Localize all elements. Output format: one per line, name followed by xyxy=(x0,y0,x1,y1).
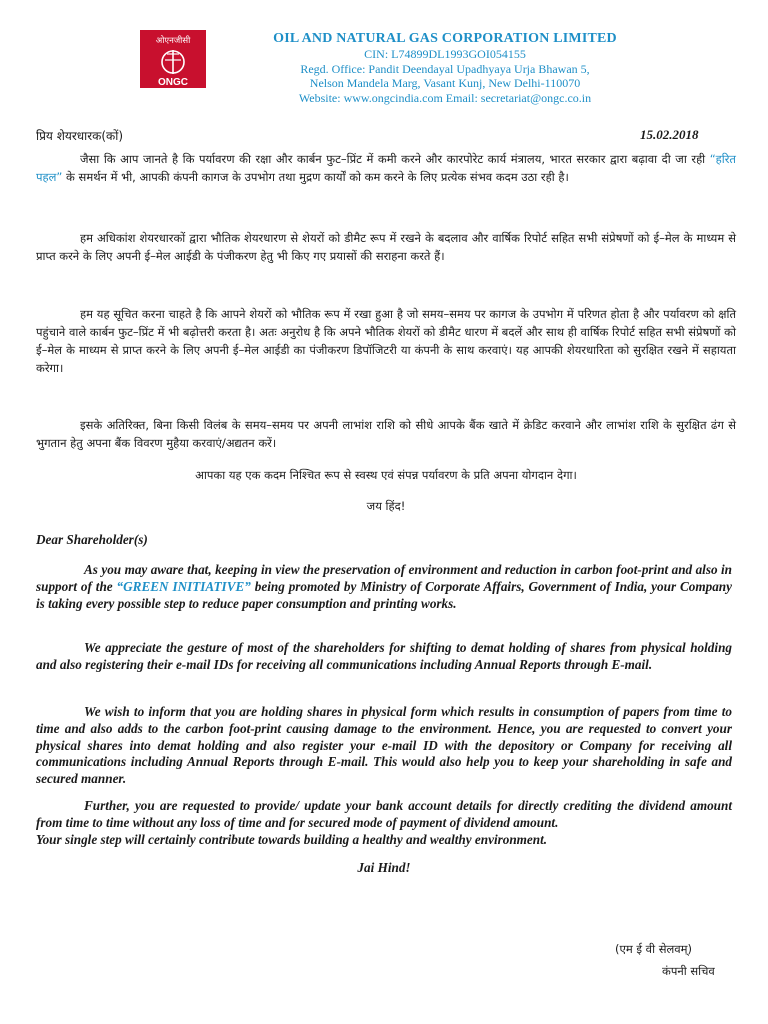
english-paragraph-2: We appreciate the gesture of most of the shareholders for shifting to demat holding of shares from physical holding and also registering their e-mail IDs for receiving all communications including Annual Reports through E-mail. xyxy=(36,640,732,672)
hindi-salutation: प्रिय शेयरधारक(कों) xyxy=(36,129,124,143)
signatory-title: कंपनी सचिव xyxy=(662,964,715,978)
contact-line: Website: www.ongcindia.com Email: secretariat@ongc.co.in xyxy=(298,90,592,105)
green-initiative: “GREEN INITIATIVE” xyxy=(116,578,251,594)
ongc-logo xyxy=(140,30,206,88)
english-paragraph-1: As you may aware that, keeping in view the preservation of environment and reduction in carbon foot-print and also in support of the “GREEN INITIATIVE” being promoted by Ministry of Corporate Affairs, Government of India, your Company is taking every possible step to reduce paper consumption and printing works. xyxy=(36,562,732,611)
hindi-green-initiative: “हरित पहल” xyxy=(36,152,736,184)
hindi-paragraph-4: इसके अतिरिक्त, बिना किसी विलंब के समय–समय पर अपनी लाभांश राशि को सीधे आपके बैंक खाते में क्रेडिट करवाने और लाभांश राशि के सुरक्षित ढंग से भुगतान हेतु अपना बैंक विवरण मुहैया करवाएं/अद्यतन करें। xyxy=(36,418,736,450)
svg-text:ONGC: ONGC xyxy=(158,77,188,88)
svg-text:ओएनजीसी: ओएनजीसी xyxy=(155,36,191,46)
english-salutation: Dear Shareholder(s) xyxy=(36,532,148,547)
address-line-1: Regd. Office: Pandit Deendayal Upadhyaya Urja Bhawan 5, xyxy=(300,61,590,76)
hindi-paragraph-3: हम यह सूचित करना चाहते है कि आपने शेयरों को भौतिक रूप में रखा हुआ है जो समय–समय पर कागज के उपभोग में परिणत होता है और पर्यावरण को क्षति पहुंचाने वाले कार्बन फुट–प्रिंट में भी बढ़ोत्तरी करता है। अतः अनुरोध है कि अपने भौतिक शेयरों को डीमैट धारण में बदलें और साथ ही वार्षिक रिपोर्ट सहित सभी संप्रेषणों को ई–मेल के माध्यम से प्राप्त करने के लिए अपनी ई–मेल आईडी का पंजीकरण डिपॉजिटरी या कंपनी के साथ करवाएं। यह आपकी शेयरधारिता को सुरक्षित रखने में सहायता करेगा। xyxy=(36,307,736,375)
hindi-paragraph-2: हम अधिकांश शेयरधारकों द्वारा भौतिक शेयरधारण से शेयरों को डीमैट रूप में रखने के बदलाव और वार्षिक रिपोर्ट सहित सभी संप्रेषणों को ई–मेल के माध्यम से प्राप्त करने के लिए अपनी ई–मेल आईडी के पंजीकरण हेतु भी किए गए प्रयासों की सराहना करते हैं। xyxy=(36,231,736,263)
address-line-2: Nelson Mandela Marg, Vasant Kunj, New Delhi-110070 xyxy=(309,76,581,91)
letterhead xyxy=(200,30,690,105)
signatory-name: (एम ई वी सेलवम्) xyxy=(615,942,693,956)
ongc-emblem-icon xyxy=(140,30,206,88)
english-paragraph-3: We wish to inform that you are holding shares in physical form which results in consumption of papers from time to time and also adds to the carbon foot-print causing damage to the environment. Hence, you are requested to convert your physical shares into demat holding and also register your e-mail ID with the depository or Company for receiving all communications including Annual Reports through E-mail. This would also help you to keep your shareholding in safe and secured manner. xyxy=(36,704,732,787)
english-paragraph-4: Further, you are requested to provide/ update your bank account details for directly crediting the dividend amount from time to time without any loss of time and for secured mode of payment of dividend amount. Your single step will certainly contribute towards building a healthy and wealthy environment. xyxy=(36,798,732,847)
letter-date: 15.02.2018 xyxy=(640,127,699,142)
org-name: OIL AND NATURAL GAS CORPORATION LIMITED xyxy=(273,31,617,46)
hindi-paragraph-1: जैसा कि आप जानते है कि पर्यावरण की रक्षा और कार्बन फुट–प्रिंट में कमी करने और कारपोरेट कार्य मंत्रालय, भारत सरकार द्वारा बढ़ावा दी जा रही “हरित पहल” के समर्थन में भी, आपकी कंपनी कागज के उपभोग तथा मुद्रण कार्यों को कम करने के लिए प्रत्येक संभव कदम उठा रही है। xyxy=(36,152,736,184)
hindi-paragraph-5: आपका यह एक कदम निश्चित रूप से स्वस्थ एवं संपन्न पर्यावरण के प्रति अपना योगदान देगा। xyxy=(195,468,577,482)
english-paragraph-5: Your single step will certainly contribute towards building a healthy and wealthy environment. xyxy=(36,831,548,847)
english-jai-hind: Jai Hind! xyxy=(357,860,411,875)
hindi-jai-hind: जय हिंद! xyxy=(366,499,406,513)
cin-number: CIN: L74899DL1993GOI054155 xyxy=(364,47,526,61)
